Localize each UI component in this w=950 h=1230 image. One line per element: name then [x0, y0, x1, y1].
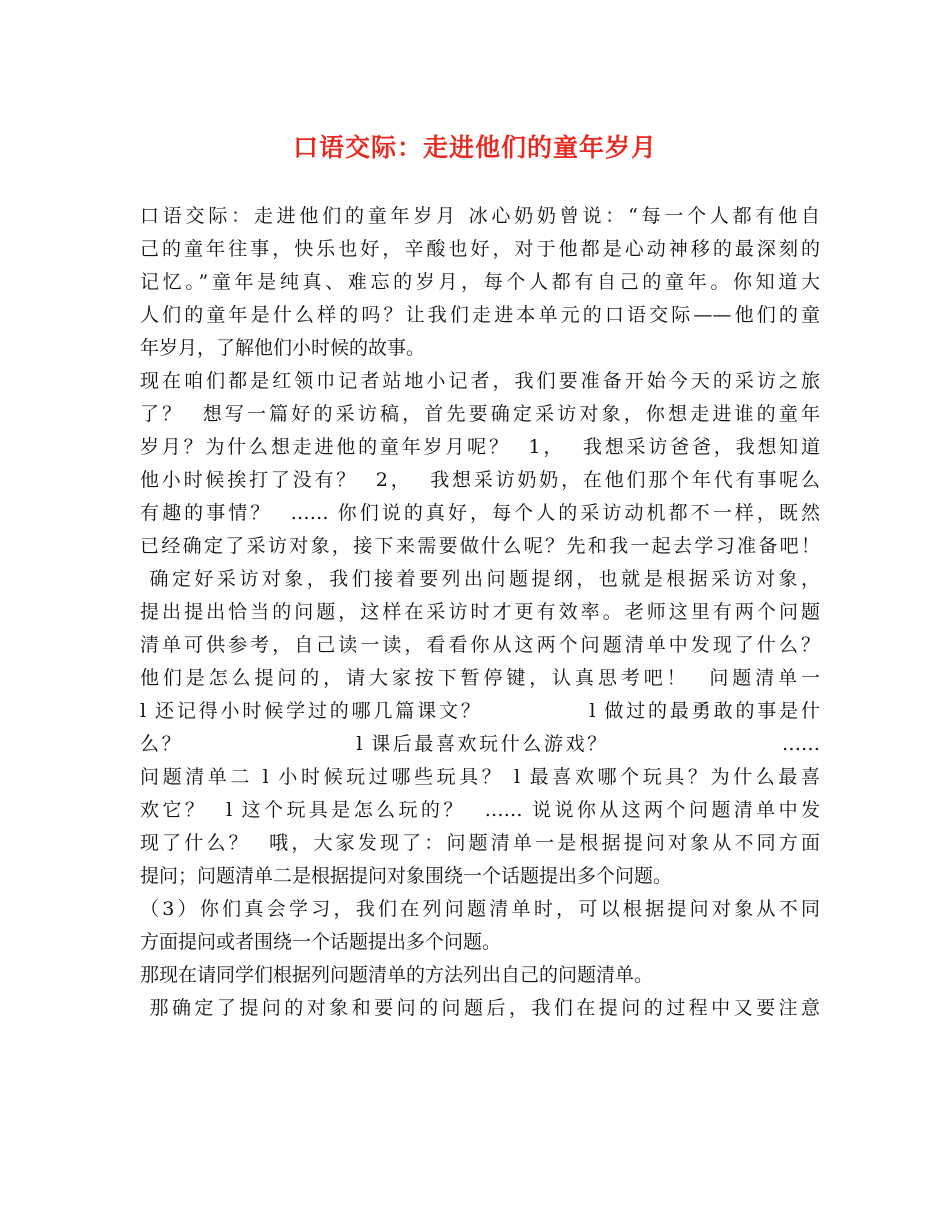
body-line: 现在咱们都是红领巾记者站地小记者，我们要准备开始今天的采访之旅	[140, 370, 820, 392]
body-line: 人们的童年是什么样的吗？让我们走进本单元的口语交际——他们的童	[140, 304, 820, 326]
body-line: 记忆。”童年是纯真、难忘的岁月，每个人都有自己的童年。你知道大	[140, 271, 820, 293]
body-line: 口语交际：走进他们的童年岁月 冰心奶奶曾说：“每一个人都有他自	[140, 205, 820, 227]
body-line: 已经确定了采访对象，接下来需要做什么呢？先和我一起去学习准备吧！	[140, 535, 820, 557]
body-line: 问题清单二 l 小时候玩过哪些玩具？ l 最喜欢哪个玩具？为什么最喜	[140, 766, 820, 788]
body-line: 方面提问或者围绕一个话题提出多个问题。	[140, 931, 502, 953]
body-line: l 还记得小时候学过的哪几篇课文？ l 做过的最勇敢的事是什	[140, 700, 820, 722]
body-line: 那现在请同学们根据列问题清单的方法列出自己的问题清单。	[140, 964, 654, 986]
body-line: 提出提出恰当的问题，这样在采访时才更有效率。老师这里有两个问题	[140, 601, 820, 623]
body-line: 那确定了提问的对象和要问的问题后，我们在提问的过程中又要注意	[140, 997, 820, 1019]
body-line: 有趣的事情？ …… 你们说的真好，每个人的采访动机都不一样，既然	[140, 502, 820, 524]
body-line: 提问；问题清单二是根据提问对象围绕一个话题提出多个问题。	[140, 865, 673, 887]
body-line: 么？ l 课后最喜欢玩什么游戏？ ……	[140, 733, 820, 755]
body-line: 他们是怎么提问的，请大家按下暂停键，认真思考吧！ 问题清单一	[140, 667, 820, 689]
body-line: 己的童年往事，快乐也好，辛酸也好，对于他都是心动神移的最深刻的	[140, 238, 820, 260]
body-line: 他小时候挨打了没有？ 2， 我想采访奶奶，在他们那个年代有事呢么	[140, 469, 820, 491]
body-line: 年岁月，了解他们小时候的故事。	[140, 337, 426, 359]
body-line: （3）你们真会学习，我们在列问题清单时，可以根据提问对象从不同	[140, 898, 820, 920]
body-line: 清单可供参考，自己读一读，看看你从这两个问题清单中发现了什么？	[140, 634, 820, 656]
body-line: 岁月？为什么想走进他的童年岁月呢？ 1， 我想采访爸爸，我想知道	[140, 436, 820, 458]
body-line: 确定好采访对象，我们接着要列出问题提纲，也就是根据采访对象，	[140, 568, 820, 590]
body-text	[140, 200, 820, 1025]
body-line: 了？ 想写一篇好的采访稿，首先要确定采访对象，你想走进谁的童年	[140, 403, 820, 425]
body-line: 欢它？ l 这个玩具是怎么玩的？ …… 说说你从这两个问题清单中发	[140, 799, 820, 821]
page-title: 口语交际：走进他们的童年岁月	[292, 133, 657, 162]
body-line: 现了什么？ 哦，大家发现了：问题清单一是根据提问对象从不同方面	[140, 832, 820, 854]
